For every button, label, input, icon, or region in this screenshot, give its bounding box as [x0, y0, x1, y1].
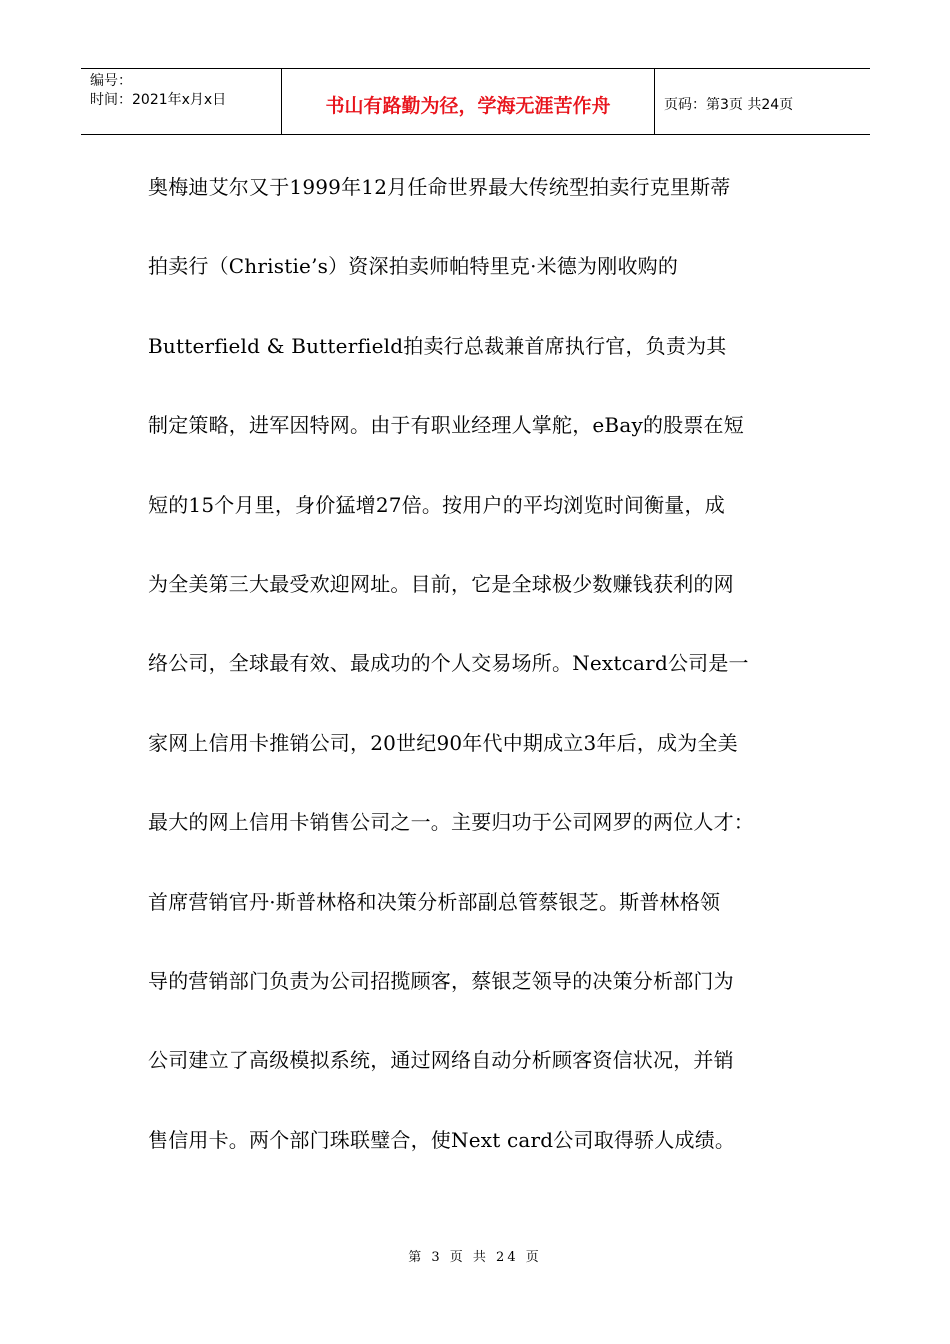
body-line: 奥梅迪艾尔又于1999年12月任命世界最大传统型拍卖行克里斯蒂: [148, 175, 731, 199]
page-header: [81, 68, 870, 135]
body-line: 售信用卡。两个部门珠联璧合，使Next card公司取得骄人成绩。: [148, 1127, 736, 1152]
body-line: 导的营销部门负责为公司招揽顾客，蔡银芝领导的决策分析部门为: [148, 968, 734, 993]
body-line: 最大的网上信用卡销售公司之一。主要归功于公司网罗的两位人才：: [148, 810, 754, 835]
body-line: 公司建立了高级模拟系统，通过网络自动分析顾客资信状况，并销: [148, 1048, 734, 1073]
body-line: 家网上信用卡推销公司，20世纪90年代中期成立3年后，成为全美: [148, 730, 738, 755]
body-line: Butterfield & Butterfield拍卖行总裁兼首席执行官，负责为其: [148, 333, 727, 358]
document-number-label: 编号：: [90, 73, 132, 89]
body-line: 首席营销官丹·斯普林格和决策分析部副总管蔡银芝。斯普林格领: [148, 889, 721, 914]
header-page-info: 页码：第3页 共24页: [664, 97, 794, 113]
document-body: [148, 148, 818, 1180]
body-line: 短的15个月里，身价猛增27倍。按用户的平均浏览时间衡量，成: [148, 492, 725, 517]
body-line: 制定策略，进军因特网。由于有职业经理人掌舵，eBay的股票在短: [148, 413, 744, 438]
body-line: 络公司，全球最有效、最成功的个人交易场所。Nextcard公司是一: [148, 651, 749, 676]
body-line: 为全美第三大最受欢迎网址。目前，它是全球极少数赚钱获利的网: [148, 571, 734, 596]
document-date-label: 时间：2021年x月x日: [90, 92, 227, 108]
page-footer: 第 3 页 共 24 页: [408, 1250, 542, 1265]
header-meta: [81, 69, 282, 135]
header-slogan: 书山有路勤为径，学海无涯苦作舟: [282, 69, 655, 135]
body-line: 拍卖行（Christie’s）资深拍卖师帕特里克·米德为刚收购的: [148, 254, 679, 279]
